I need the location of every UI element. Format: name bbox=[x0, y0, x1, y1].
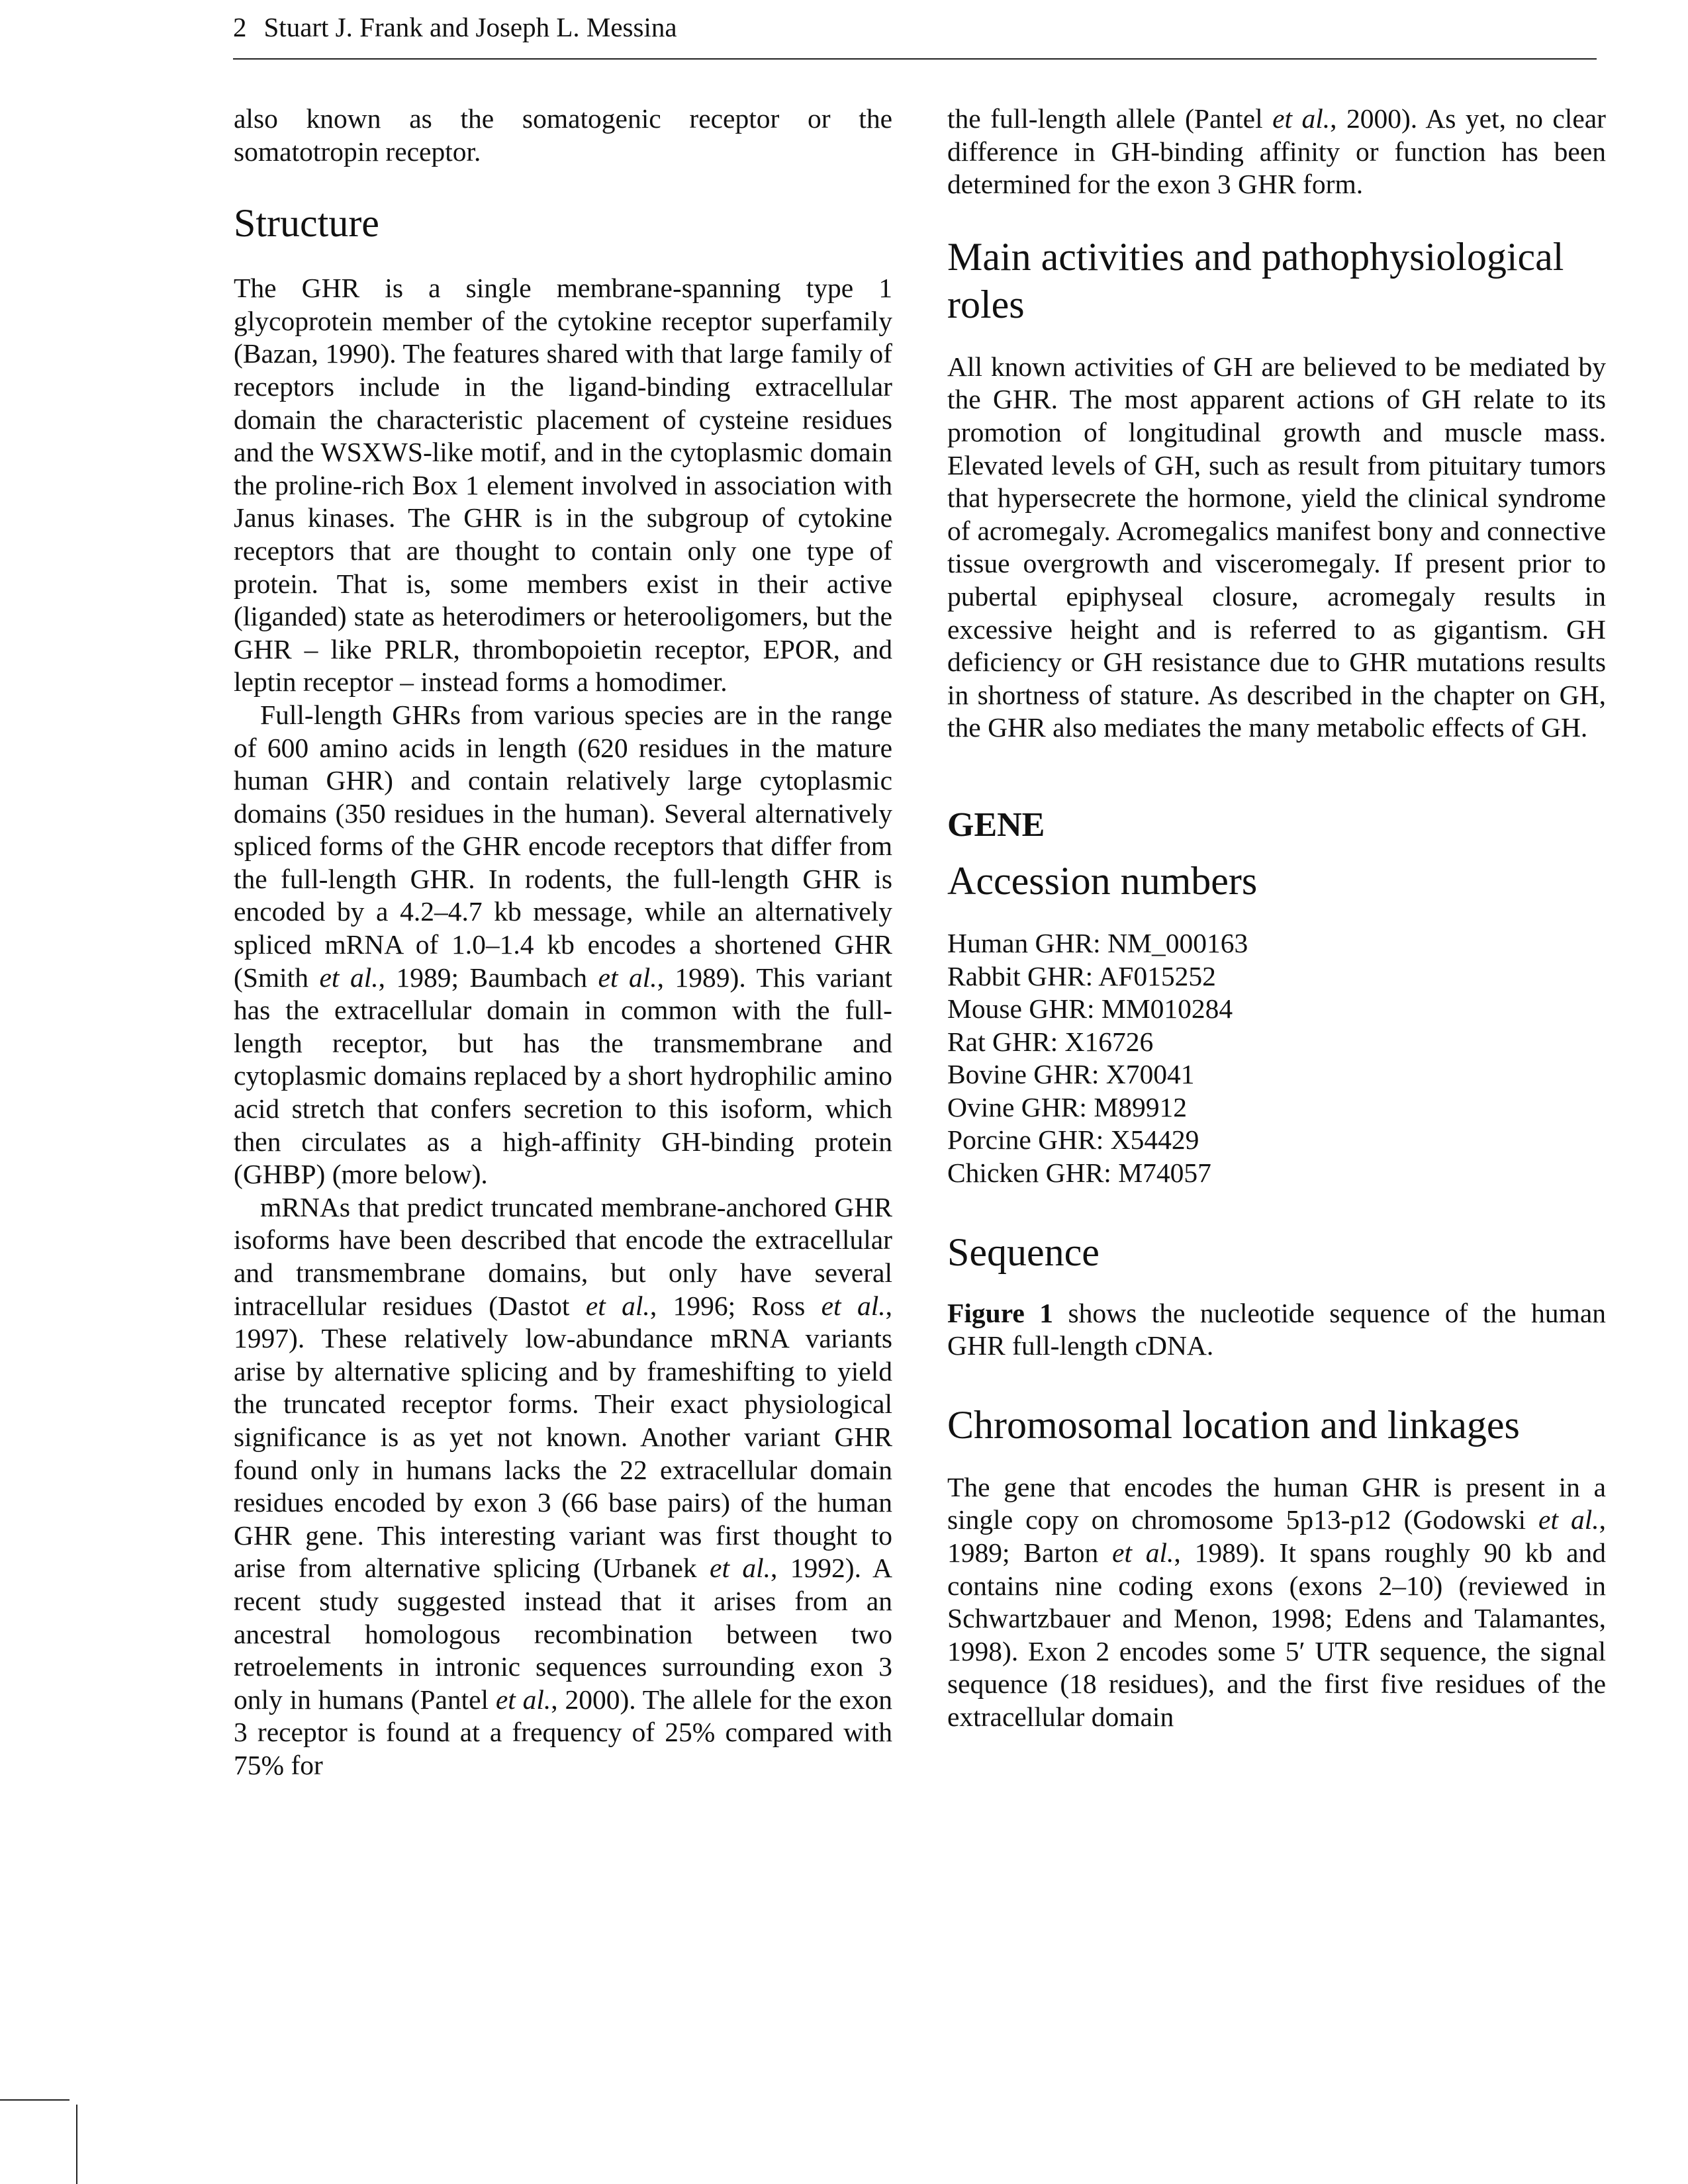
gene-heading: GENE bbox=[947, 805, 1045, 844]
accession-item: Bovine GHR: X70041 bbox=[947, 1059, 1195, 1090]
structure-paragraph-3 bbox=[234, 1191, 892, 1782]
etal: et al. bbox=[319, 962, 379, 993]
accession-item: Porcine GHR: X54429 bbox=[947, 1124, 1199, 1156]
p2-text-c: , 1989). This variant has the extracellular domain in common with the full-length receptor, but has the transmembrane and cytoplasmic domains replaced by a short hydrophilic amino acid stretch that confers secretion to this isoform, which then circulates as a high-affinity GH-binding protein (GHBP) (more below). bbox=[234, 962, 893, 1190]
right-column bbox=[947, 103, 1606, 1734]
etal: et al. bbox=[598, 962, 657, 993]
accession-item: Chicken GHR: M74057 bbox=[947, 1158, 1211, 1189]
accession-item: Rat GHR: X16726 bbox=[947, 1026, 1154, 1057]
structure-paragraph-1: The GHR is a single membrane-spanning type 1 glycoprotein member of the cytokine receptor superfamily (Bazan, 1990). The features shared with that large family of receptors include in the ligand-binding extracellular domain the characteristic placement of cysteine residues and the WSXWS-like motif, and in the cytoplasmic domain the proline-rich Box 1 element involved in association with Janus kinases. The GHR is in the subgroup of cytokine receptors that are thought to contain only one type of protein. That is, some members exist in their active (liganded) state as heterodimers or heterooligomers, but the GHR – like PRLR, thrombopoietin receptor, EPOR, and leptin receptor – instead forms a homodimer. bbox=[234, 273, 892, 698]
accession-item: Ovine GHR: M89912 bbox=[947, 1091, 1187, 1122]
continued-paragraph bbox=[947, 103, 1606, 201]
accession-item: Rabbit GHR: AF015252 bbox=[947, 960, 1216, 991]
p3-text-e: , 2000). The allele for the exon 3 receptor is found at a frequency of 25% compared with 75% for bbox=[234, 1684, 893, 1780]
accession-item: Mouse GHR: MM010284 bbox=[947, 993, 1233, 1024]
p3-text-c: , 1997). These relatively low-abundance mRNA variants arise by alternative splicing and by frameshifting to yield the truncated receptor forms. Their exact physiological significance is as yet not known. Another variant GHR found only in humans lacks the 22 extracellular domain residues encoded by exon 3 (66 base pairs) of the human GHR gene. This interesting variant was first thought to arise from alternative splicing (Urbanek bbox=[234, 1290, 892, 1584]
structure-paragraph-2 bbox=[234, 699, 892, 1191]
p2-text-a: Full-length GHRs from various species are in the range of 600 amino acids in length (620 residues in the mature human GHR) and contain relatively large cytoplasmic domains (350 residues in the human). Several alternatively spliced forms of the GHR encode receptors that differ from the full-length GHR. In rodents, the full-length GHR is encoded by a 4.2–4.7 kb message, while an alternatively spliced mRNA of 1.0–1.4 kb encodes a shortened GHR (Smith bbox=[234, 699, 892, 993]
left-column bbox=[234, 103, 892, 1782]
etal: et al. bbox=[495, 1684, 551, 1715]
etal: et al. bbox=[1112, 1537, 1174, 1569]
p3-text-d: , 1992). A recent study suggested instead that it arises from an ancestral homologous recombination between two retroelements in intronic sequences surrounding exon 3 only in humans (Pantel bbox=[234, 1553, 892, 1715]
chromosomal-heading: Chromosomal location and linkages bbox=[947, 1402, 1520, 1447]
page-number: 2 bbox=[233, 12, 247, 42]
structure-heading: Structure bbox=[234, 201, 379, 246]
figure-1-ref: Figure 1 bbox=[947, 1297, 1054, 1328]
chrom-text-c: , 1989). It spans roughly 90 kb and contains nine coding exons (exons 2–10) (reviewed in Schwartzbauer and Menon, 1998; Edens and Talamantes, 1998). Exon 2 encodes some 5′ UTR sequence, the signal sequence (18 residues), and the first five residues of the extracellular domain bbox=[947, 1537, 1606, 1732]
p3-text-b: , 1996; Ross bbox=[649, 1290, 821, 1321]
etal: et al. bbox=[585, 1290, 650, 1321]
chrom-text-a: The gene that encodes the human GHR is present in a single copy on chromosome 5p13-p12 (Godowski bbox=[947, 1471, 1606, 1535]
sequence-paragraph bbox=[947, 1297, 1606, 1363]
running-header bbox=[233, 8, 1595, 58]
etal: et al. bbox=[710, 1553, 771, 1584]
sequence-heading: Sequence bbox=[947, 1230, 1100, 1274]
main-activities-paragraph: All known activities of GH are believed to be mediated by the GHR. The most apparent actions of GH relate to its promotion of longitudinal growth and muscle mass. Elevated levels of GH, such as result from pituitary tumors that hypersecrete the hormone, yield the clinical syndrome of acromegaly. Acromegalics manifest bony and connective tissue overgrowth and visceromegaly. If present prior to pubertal epiphyseal closure, acromegaly results in excessive height and is referred to as gigantism. GH deficiency or GH resistance due to GHR mutations results in shortness of stature. As described in the chapter on GH, the GHR also mediates the many metabolic effects of GH. bbox=[947, 351, 1606, 743]
cont-text-a: the full-length allele (Pantel bbox=[947, 103, 1273, 134]
p3-text-a: mRNAs that predict truncated membrane-anchored GHR isoforms have been described that encode the extracellular and transmembrane domains, but only have several intracellular residues (Dastot bbox=[234, 1191, 892, 1321]
accession-item: Human GHR: NM_000163 bbox=[947, 927, 1248, 958]
chromosomal-paragraph bbox=[947, 1471, 1606, 1734]
accession-list bbox=[947, 927, 1606, 1190]
intro-paragraph: also known as the somatogenic receptor or the somatotropin receptor. bbox=[234, 103, 892, 167]
p2-text-b: , 1989; Baumbach bbox=[378, 962, 598, 993]
cont-text-b: , 2000). As yet, no clear difference in GH-binding affinity or function has been determined for the exon 3 GHR form. bbox=[947, 103, 1606, 200]
header-rule bbox=[233, 58, 1597, 60]
etal: et al. bbox=[1538, 1504, 1599, 1535]
main-activities-heading: Main activities and pathophysiological roles bbox=[947, 234, 1564, 326]
header-authors: Stuart J. Frank and Joseph L. Messina bbox=[263, 12, 677, 42]
crop-mark-vertical bbox=[76, 2105, 77, 2184]
seq-text: shows the nucleotide sequence of the human GHR full-length cDNA. bbox=[947, 1297, 1606, 1361]
accession-heading: Accession numbers bbox=[947, 858, 1258, 903]
etal: et al. bbox=[821, 1290, 886, 1321]
etal: et al. bbox=[1272, 103, 1331, 134]
crop-mark-horizontal bbox=[0, 2099, 70, 2101]
chrom-text-b: , 1989; Barton bbox=[947, 1504, 1607, 1569]
